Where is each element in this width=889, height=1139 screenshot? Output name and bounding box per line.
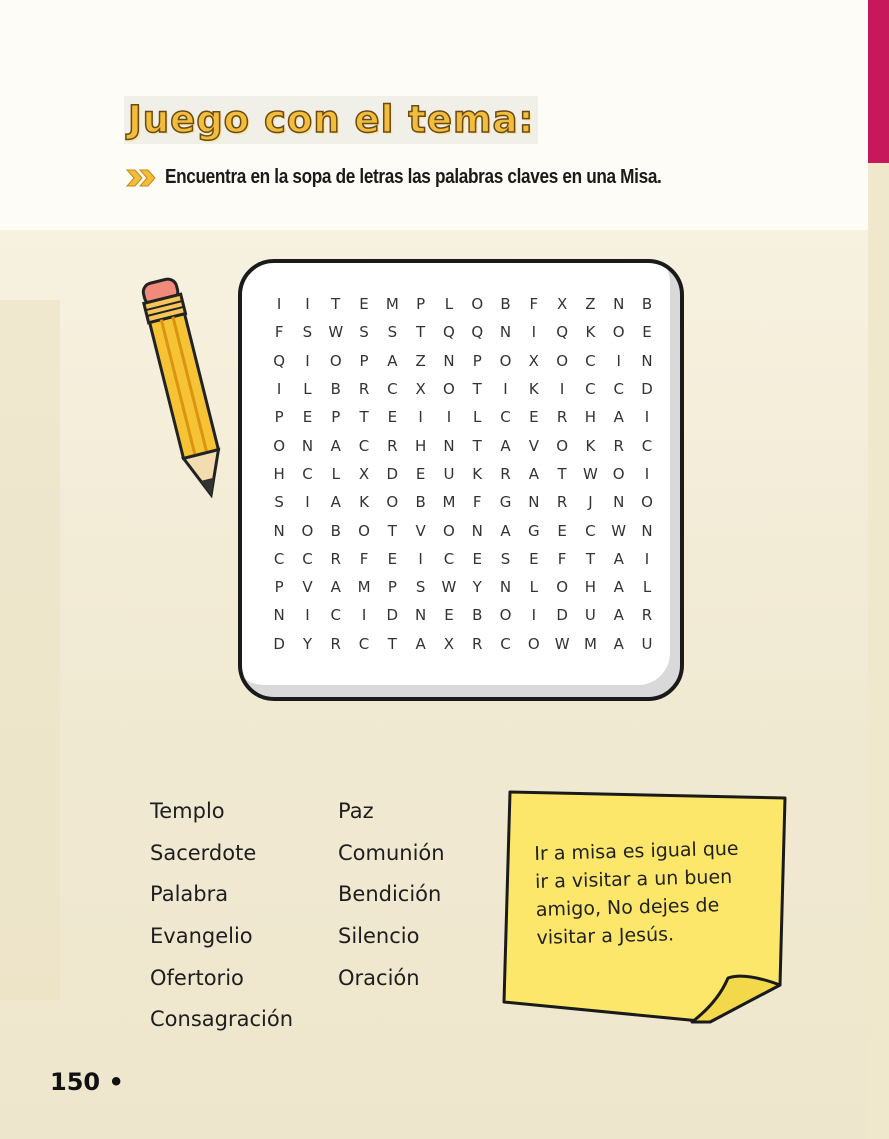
grid-letter: N	[415, 606, 427, 625]
grid-letter: T	[359, 408, 369, 427]
grid-letter: P	[331, 408, 341, 427]
grid-letter: B	[500, 295, 511, 314]
grid-letter: O	[556, 578, 569, 597]
grid-letter: O	[301, 521, 314, 540]
grid-letter: R	[387, 436, 398, 455]
grid-letter: O	[499, 351, 512, 370]
note-line: amigo, No dejes de	[535, 894, 720, 921]
grid-letter: Z	[585, 295, 596, 314]
grid-letter: C	[273, 549, 285, 568]
grid-letter: A	[387, 351, 398, 370]
grid-letter: F	[472, 493, 482, 512]
pencil-icon	[140, 270, 230, 519]
grid-letter: T	[387, 521, 397, 540]
grid-letter: N	[528, 493, 540, 512]
grid-letter: A	[500, 521, 511, 540]
instruction-text: Encuentra en la sopa de letras las palabras claves en una Misa.	[165, 166, 662, 188]
grid-letter: E	[387, 549, 398, 568]
grid-letter: T	[387, 634, 397, 653]
grid-letter: E	[302, 408, 313, 427]
grid-letter: E	[359, 295, 369, 314]
grid-letter: O	[641, 493, 653, 512]
grid-letter: N	[443, 351, 455, 370]
grid-letter: B	[472, 606, 483, 625]
grid-letter: Q	[471, 323, 484, 342]
grid-letter: T	[416, 323, 426, 342]
grid-letter: I	[276, 295, 282, 314]
grid-letter: V	[302, 578, 313, 597]
grid-letter: I	[361, 606, 367, 625]
grid-letter: O	[329, 351, 342, 370]
grid-letter: O	[527, 634, 540, 653]
grid-letter: D	[556, 606, 568, 625]
grid-letter: R	[556, 493, 568, 512]
word-list-item: Bendición	[338, 882, 442, 907]
grid-letter: C	[330, 606, 341, 625]
word-list-item: Palabra	[150, 882, 229, 907]
bullet-icon: •	[100, 1068, 124, 1096]
word-list-item: Consagración	[150, 1007, 294, 1032]
grid-letter: B	[641, 295, 653, 314]
grid-letter: N	[499, 323, 512, 342]
grid-letter: V	[528, 436, 539, 455]
grid-letter: A	[613, 634, 624, 653]
grid-letter: P	[387, 578, 397, 597]
grid-letter: E	[642, 323, 652, 342]
grid-letter: X	[556, 295, 568, 314]
grid-letter: L	[529, 578, 538, 597]
grid-letter: S	[274, 493, 284, 512]
grid-letter: Q	[273, 351, 286, 370]
grid-letter: W	[328, 323, 344, 342]
grid-letter: E	[529, 408, 539, 427]
grid-letter: N	[499, 578, 512, 597]
word-list-item: Evangelio	[150, 923, 253, 948]
grid-letter: X	[358, 464, 370, 483]
grid-letter: B	[330, 380, 341, 399]
grid-letter: I	[616, 351, 621, 370]
grid-letter: N	[273, 521, 285, 540]
grid-letter: Z	[415, 351, 426, 370]
grid-letter: X	[443, 634, 455, 653]
grid-letter: C	[358, 436, 370, 455]
grid-letter: B	[330, 521, 341, 540]
grid-letter: C	[585, 351, 596, 370]
word-list-item: Ofertorio	[150, 965, 244, 990]
grid-letter: S	[359, 323, 369, 342]
grid-letter: R	[472, 634, 483, 653]
grid-letter: Y	[302, 634, 313, 653]
grid-letter: F	[274, 323, 284, 342]
grid-letter: C	[387, 380, 398, 399]
grid-letter: I	[503, 380, 508, 399]
note-line: ir a visitar a un buen	[534, 865, 733, 893]
grid-letter: X	[415, 380, 426, 399]
grid-letter: O	[358, 521, 370, 540]
grid-letter: Y	[472, 578, 482, 597]
word-list	[150, 790, 508, 1040]
grid-letter: A	[415, 634, 426, 653]
grid-letter: K	[585, 436, 596, 455]
page-number	[50, 1068, 124, 1096]
grid-letter: F	[359, 549, 369, 568]
grid-letter: E	[557, 521, 567, 540]
grid-letter: S	[415, 578, 426, 597]
grid-letter: A	[613, 606, 624, 625]
grid-letter: I	[305, 295, 310, 314]
grid-letter: A	[613, 408, 624, 427]
grid-letter: U	[584, 606, 596, 625]
grid-letter: R	[358, 380, 370, 399]
grid-letter: I	[305, 606, 310, 625]
grid-letter: A	[613, 578, 624, 597]
grid-letter: D	[386, 606, 399, 625]
section-title: Juego con el tema:	[124, 96, 538, 144]
grid-letter: I	[305, 493, 310, 512]
grid-letter: W	[611, 521, 627, 540]
grid-letter: C	[443, 549, 455, 568]
grid-letter: A	[613, 549, 624, 568]
grid-letter: P	[359, 351, 369, 370]
sticky-note-text	[534, 834, 777, 952]
grid-letter: L	[303, 380, 312, 399]
grid-letter: O	[443, 380, 455, 399]
grid-letter: P	[274, 578, 284, 597]
grid-letter: I	[644, 549, 650, 568]
grid-letter: T	[472, 436, 482, 455]
grid-letter: P	[472, 351, 482, 370]
grid-letter: O	[273, 436, 286, 455]
word-search-grid	[265, 290, 661, 658]
grid-letter: A	[330, 493, 341, 512]
double-chevron-icon	[125, 167, 159, 189]
grid-letter: F	[529, 295, 539, 314]
grid-letter: O	[443, 521, 455, 540]
grid-letter: T	[472, 380, 482, 399]
grid-letter: S	[387, 323, 398, 342]
word-list-item: Paz	[338, 798, 374, 823]
grid-letter: H	[584, 578, 597, 597]
grid-letter: V	[415, 521, 426, 540]
grid-letter: A	[330, 436, 341, 455]
grid-letter: N	[641, 521, 653, 540]
grid-letter: C	[302, 464, 313, 483]
grid-letter: K	[585, 323, 596, 342]
grid-letter: C	[500, 634, 511, 653]
grid-letter: K	[528, 380, 539, 399]
word-list-item: Silencio	[338, 923, 420, 948]
grid-letter: O	[556, 351, 569, 370]
grid-letter: P	[274, 408, 284, 427]
grid-letter: R	[641, 606, 653, 625]
grid-letter: F	[557, 549, 567, 568]
grid-letter: C	[641, 436, 653, 455]
grid-letter: R	[330, 634, 341, 653]
word-list-item: Sacerdote	[150, 840, 257, 865]
grid-letter: C	[585, 521, 596, 540]
grid-letter: K	[472, 464, 483, 483]
page-edge-band	[868, 0, 889, 1139]
grid-letter: E	[472, 549, 482, 568]
grid-letter: L	[444, 295, 454, 314]
grid-letter: I	[559, 380, 565, 399]
grid-letter: N	[641, 351, 653, 370]
grid-letter: A	[500, 436, 511, 455]
grid-letter: H	[273, 464, 285, 483]
grid-letter: X	[528, 351, 539, 370]
grid-letter: O	[499, 606, 512, 625]
grid-letter: H	[414, 436, 427, 455]
section-tab	[868, 0, 889, 163]
grid-letter: M	[385, 295, 399, 314]
grid-letter: J	[588, 493, 593, 512]
grid-letter: R	[613, 436, 624, 455]
grid-letter: Q	[556, 323, 569, 342]
grid-letter: K	[359, 493, 369, 512]
grid-letter: M	[442, 493, 456, 512]
grid-letter: O	[612, 464, 625, 483]
grid-letter: N	[471, 521, 483, 540]
grid-letter: N	[613, 295, 625, 314]
grid-letter: O	[556, 436, 569, 455]
background-wash-edge	[0, 300, 60, 1000]
grid-letter: M	[357, 578, 371, 597]
grid-letter: T	[557, 464, 567, 483]
word-list-item: Oración	[338, 965, 420, 990]
note-line: visitar a Jesús.	[536, 923, 675, 949]
grid-letter: C	[613, 380, 624, 399]
grid-letter: A	[528, 464, 539, 483]
grid-letter: S	[500, 549, 511, 568]
grid-letter: G	[528, 521, 540, 540]
grid-letter: M	[583, 634, 597, 653]
grid-letter: T	[585, 549, 595, 568]
grid-letter: O	[386, 493, 399, 512]
grid-letter: I	[644, 408, 650, 427]
grid-letter: L	[331, 464, 340, 483]
grid-letter: N	[301, 436, 314, 455]
grid-letter: E	[415, 464, 426, 483]
grid-letter: I	[418, 549, 423, 568]
grid-letter: N	[273, 606, 285, 625]
grid-letter: R	[556, 408, 568, 427]
grid-letter: D	[273, 634, 285, 653]
grid-letter: W	[582, 464, 598, 483]
grid-letter: N	[613, 493, 625, 512]
grid-letter: C	[358, 634, 370, 653]
grid-letter: R	[500, 464, 511, 483]
grid-letter: N	[443, 436, 455, 455]
grid-letter: E	[387, 408, 398, 427]
grid-letter: C	[500, 408, 511, 427]
grid-letter: I	[446, 408, 452, 427]
grid-letter: E	[529, 549, 539, 568]
grid-letter: R	[330, 549, 341, 568]
grid-letter: L	[642, 578, 652, 597]
grid-letter: I	[644, 464, 650, 483]
grid-letter: Q	[443, 323, 455, 342]
word-list-item	[338, 998, 508, 1040]
grid-letter: U	[443, 464, 455, 483]
instruction	[125, 166, 742, 189]
grid-letter: I	[418, 408, 423, 427]
grid-letter: B	[415, 493, 426, 512]
grid-letter: I	[305, 351, 310, 370]
grid-letter: U	[641, 634, 653, 653]
word-list-item: Comunión	[338, 840, 445, 865]
grid-letter: G	[499, 493, 512, 512]
grid-letter: O	[471, 295, 484, 314]
word-list-item: Templo	[150, 798, 225, 823]
grid-letter: C	[302, 549, 313, 568]
grid-letter: T	[331, 295, 341, 314]
page-number-value: 150	[50, 1068, 101, 1096]
grid-letter: D	[641, 380, 653, 399]
grid-letter: C	[585, 380, 596, 399]
grid-letter: W	[441, 578, 457, 597]
grid-letter: W	[554, 634, 570, 653]
grid-letter: D	[386, 464, 399, 483]
grid-letter: I	[531, 323, 537, 342]
grid-letter: E	[444, 606, 454, 625]
grid-letter: P	[416, 295, 426, 314]
grid-letter: S	[302, 323, 313, 342]
grid-letter: O	[612, 323, 625, 342]
grid-letter: H	[584, 408, 597, 427]
grid-letter: L	[473, 408, 482, 427]
grid-letter: A	[330, 578, 341, 597]
note-line: Ir a misa es igual que	[534, 837, 739, 865]
grid-letter: I	[276, 380, 282, 399]
grid-letter: I	[531, 606, 537, 625]
